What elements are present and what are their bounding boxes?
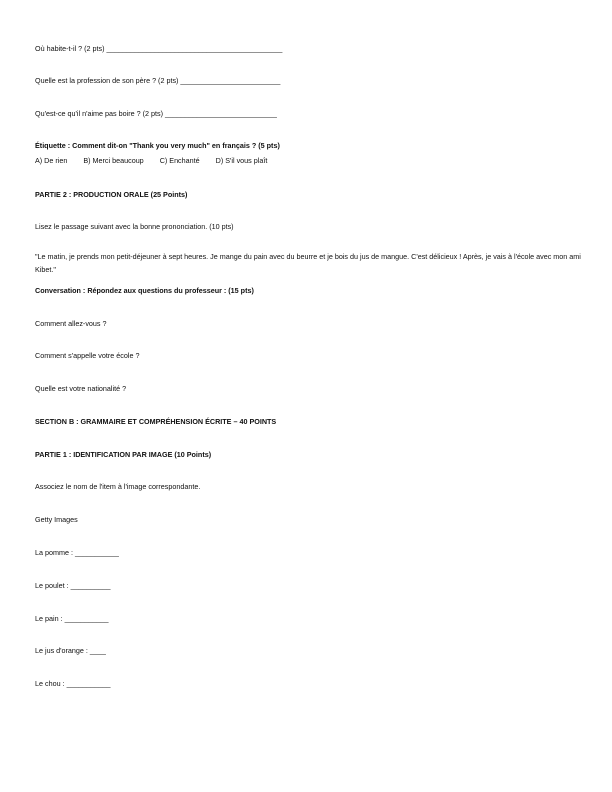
question-nationality: Quelle est votre nationalité ?	[35, 384, 127, 393]
image-credit: Getty Images	[35, 515, 78, 524]
etiquette-heading: Étiquette : Comment dit-on "Thank you very much" en français ? (5 pts)	[35, 141, 280, 150]
question-father-profession: Quelle est la profession de son père ? (2 pts) _________________________	[35, 76, 281, 85]
instruction-read-passage: Lisez le passage suivant avec la bonne prononciation. (10 pts)	[35, 222, 234, 231]
question-not-drink: Qu'est-ce qu'il n'aime pas boire ? (2 pts) ____________________________	[35, 109, 277, 118]
partie2-heading: PARTIE 2 : PRODUCTION ORALE (25 Points)	[35, 190, 188, 199]
item-poulet: Le poulet : __________	[35, 581, 111, 590]
option-c: C) Enchanté	[159, 156, 200, 165]
option-d: D) S'il vous plaît	[215, 156, 268, 165]
item-chou: Le chou : ___________	[35, 679, 111, 688]
option-a: A) De rien	[35, 156, 68, 165]
item-pomme: La pomme : ___________	[35, 548, 119, 557]
option-b: B) Merci beaucoup	[83, 156, 144, 165]
item-jus-orange: Le jus d'orange : ____	[35, 646, 106, 655]
partie1-heading: PARTIE 1 : IDENTIFICATION PAR IMAGE (10 Points)	[35, 450, 212, 459]
question-where-lives: Où habite-t-il ? (2 pts) ____________________________________________	[35, 44, 283, 53]
conversation-heading: Conversation : Répondez aux questions du professeur : (15 pts)	[35, 286, 254, 295]
sectionB-heading: SECTION B : GRAMMAIRE ET COMPRÉHENSION ÉCRITE – 40 POINTS	[35, 417, 277, 426]
reading-passage: "Le matin, je prends mon petit-déjeuner à sept heures. Je mange du pain avec du beurre et je bois du jus de mangue. C'est délicieux ! Après, je vais à l'école avec mon ami Kibet."	[35, 252, 581, 274]
item-pain: Le pain : ___________	[35, 614, 109, 623]
instruction-match-items: Associez le nom de l'item à l'image correspondante.	[35, 482, 201, 491]
question-how-are-you: Comment allez-vous ?	[35, 319, 107, 328]
question-school-name: Comment s'appelle votre école ?	[35, 351, 140, 360]
etiquette-options	[35, 156, 594, 166]
